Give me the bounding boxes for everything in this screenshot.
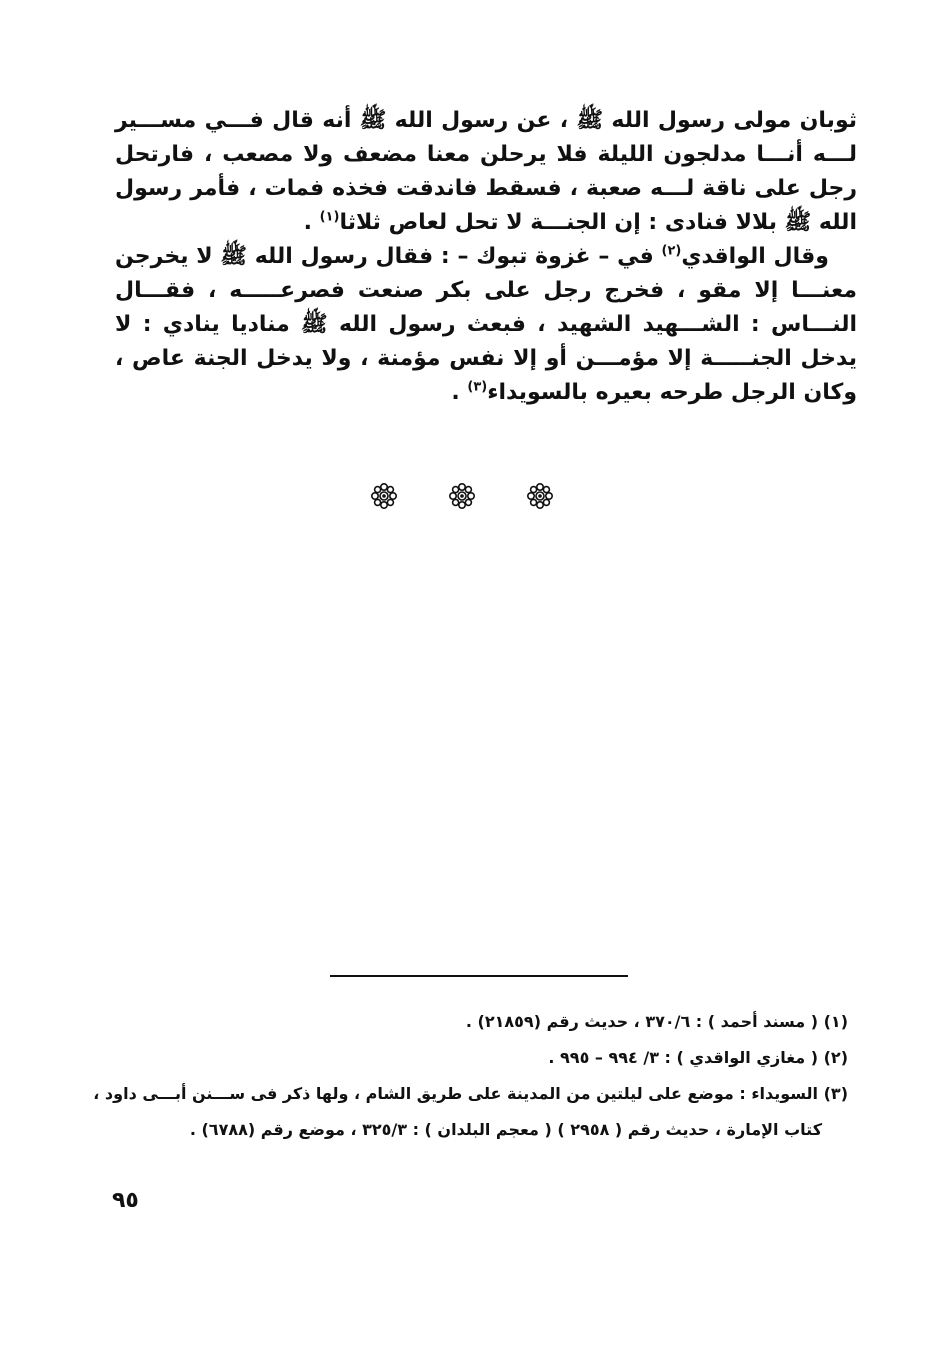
footnote-3-line-2: كتاب الإمارة ، حديث رقم ( ٢٩٥٨ ) ( معجم البلدان ) : ٣٢٥/٣ ، موضع رقم (٦٧٨٨) . [189, 1120, 822, 1139]
rosette-icon [370, 482, 398, 510]
footnote-ref-1: (١) [319, 209, 340, 225]
main-text [115, 104, 857, 410]
section-ornaments [370, 480, 554, 512]
paragraph-2 [115, 240, 857, 410]
rosette-icon [448, 482, 476, 510]
page-number: ٩٥ [112, 1188, 139, 1213]
paragraph-1 [115, 104, 857, 240]
paragraph-1-end: . [303, 210, 320, 235]
rosette-icon [526, 482, 554, 510]
paragraph-2-mid: في – غزوة تبوك – : فقال رسول الله ﷺ لا يخرجن معنـــا إلا مقو ، فخرج رجل على بكر صنعت فصرعـــــه ، فقـــال النـــاس : الشـــهيد الشهيد ، فبعث رسول الله ﷺ مناديا ينادي : لا يدخل الجنـــــة إلا مؤمـــن أو إلا نفس مؤمنة ، ولا يدخل الجنة عاص ، وكان الرجل طرحه بعيره بالسويداء [115, 244, 857, 405]
paragraph-2-end: . [451, 380, 468, 405]
footnotes [93, 1004, 848, 1148]
footnote-2: (٢) ( مغازي الواقدي ) : ٣/ ٩٩٤ – ٩٩٥ . [548, 1048, 848, 1067]
footnote-ref-3: (٣) [467, 379, 488, 395]
footnote-divider [330, 975, 628, 977]
paragraph-2-start: وقال الواقدي [681, 244, 829, 269]
footnote-1: (١) ( مسند أحمد ) : ٣٧٠/٦ ، حديث رقم (٢١٨٥٩) . [465, 1012, 848, 1031]
footnote-3-line-1: (٣) السويداء : موضع على ليلتين من المدينة على طريق الشام ، ولها ذكر فى ســـنن أبـــى داود ، [93, 1084, 848, 1103]
footnote-ref-2: (٢) [661, 243, 682, 259]
paragraph-1-text: ثوبان مولى رسول الله ﷺ ، عن رسول الله ﷺ أنه قال فـــي مســـير لـــه أنـــا مدلجون الليلة فلا يرحلن معنا مضعف ولا مصعب ، فارتحل رجل على ناقة لـــه صعبة ، فسقط فاندقت فخذه فمات ، فأمر رسول الله ﷺ بلالا فنادى : إن الجنـــة لا تحل لعاص ثلاثا [115, 108, 857, 235]
